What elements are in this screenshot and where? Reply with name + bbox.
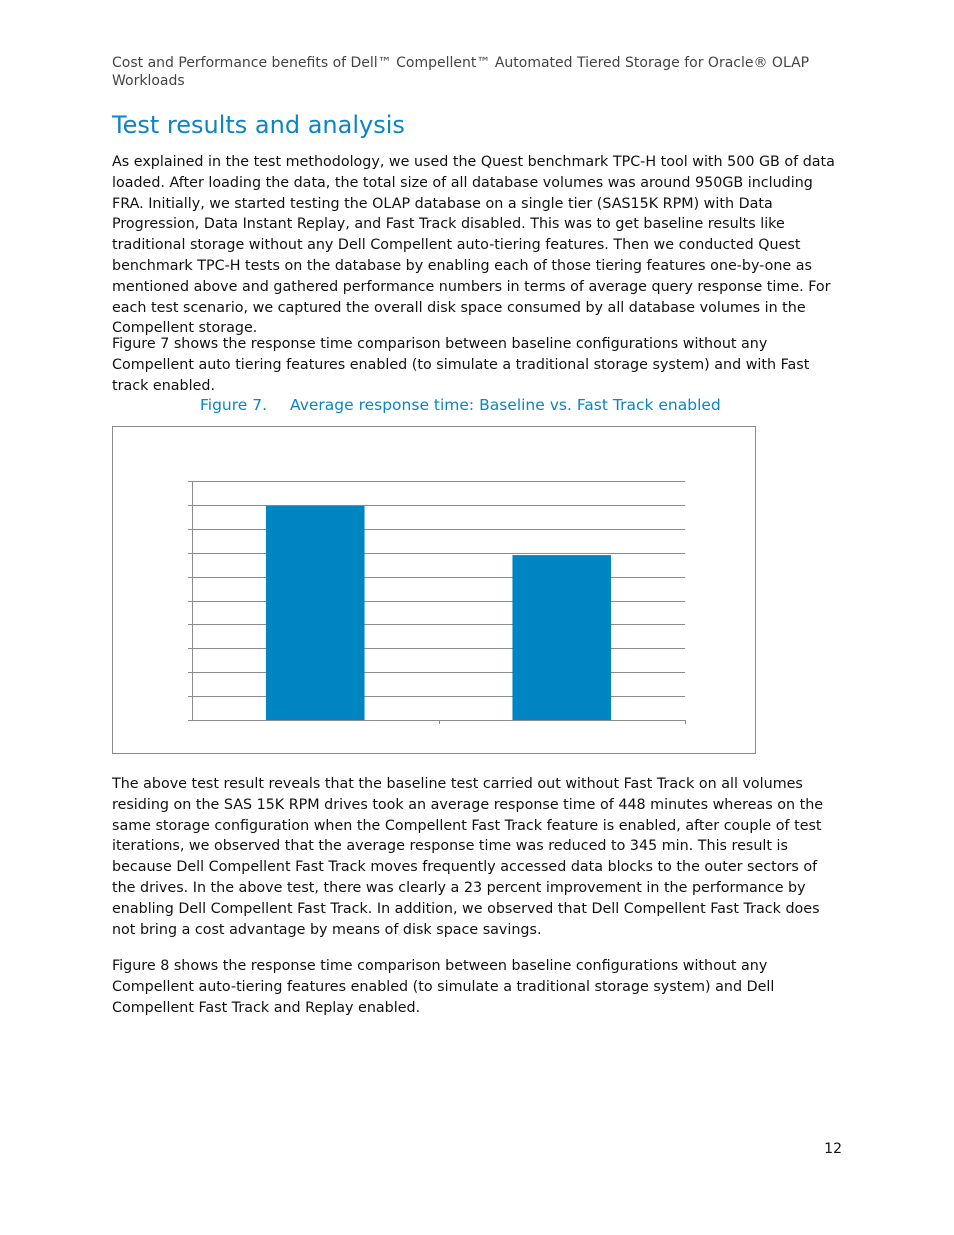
figure-caption xyxy=(200,395,721,415)
document-header: Cost and Performance benefits of Dell™ Compellent™ Automated Tiered Storage for Oracle® OLAP Workloads xyxy=(112,55,810,89)
paragraph-figure8-intro: Figure 8 shows the response time comparison between baseline configurations without any Compellent auto-tiering features enabled (to simulate a traditional storage system) and Dell Compellent Fast Track and Replay enabled. xyxy=(112,958,775,1016)
page-number: 12 xyxy=(824,1141,842,1157)
section-title: Test results and analysis xyxy=(112,111,405,139)
paragraph-result-analysis: The above test result reveals that the baseline test carried out without Fast Track on all volumes residing on the SAS 15K RPM drives took an average response time of 448 minutes whereas on the same storage configuration when the Compellent Fast Track feature is enabled, after couple of test iterations, we observed that the average response time was reduced to 345 min. This result is because Dell Compellent Fast Track moves frequently accessed data blocks to the outer sectors of the drives. In the above test, there was clearly a 23 percent improvement in the performance by enabling Dell Compellent Fast Track. In addition, we observed that Dell Compellent Fast Track does not bring a cost advantage by means of disk space savings. xyxy=(112,776,824,938)
bar-2 xyxy=(512,555,611,720)
bar-1 xyxy=(266,506,365,720)
paragraph-methodology: As explained in the test methodology, we used the Quest benchmark TPC-H tool with 500 GB of data loaded. After loading the data, the total size of all database volumes was around 950GB including FRA. Initially, we started testing the OLAP database on a single tier (SAS15K RPM) with Data Progression, Data Instant Replay, and Fast Track disabled. This was to get baseline results like traditional storage without any Dell Compellent auto-tiering features. Then we conducted Quest benchmark TPC-H tests on the database by enabling each of those tiering features one-by-one as mentioned above and gathered performance numbers in terms of average query response time. For each test scenario, we captured the overall disk space consumed by all database volumes in the Compellent storage. xyxy=(112,154,835,337)
bar-chart xyxy=(113,427,757,755)
figure-number: Figure 7. xyxy=(200,396,268,414)
figure-caption-text: Average response time: Baseline vs. Fast Track enabled xyxy=(290,396,721,414)
chart-frame xyxy=(112,426,756,754)
paragraph-figure7-intro: Figure 7 shows the response time comparison between baseline configurations without any Compellent auto tiering features enabled (to simulate a traditional storage system) and with Fast track enabled. xyxy=(112,336,810,394)
